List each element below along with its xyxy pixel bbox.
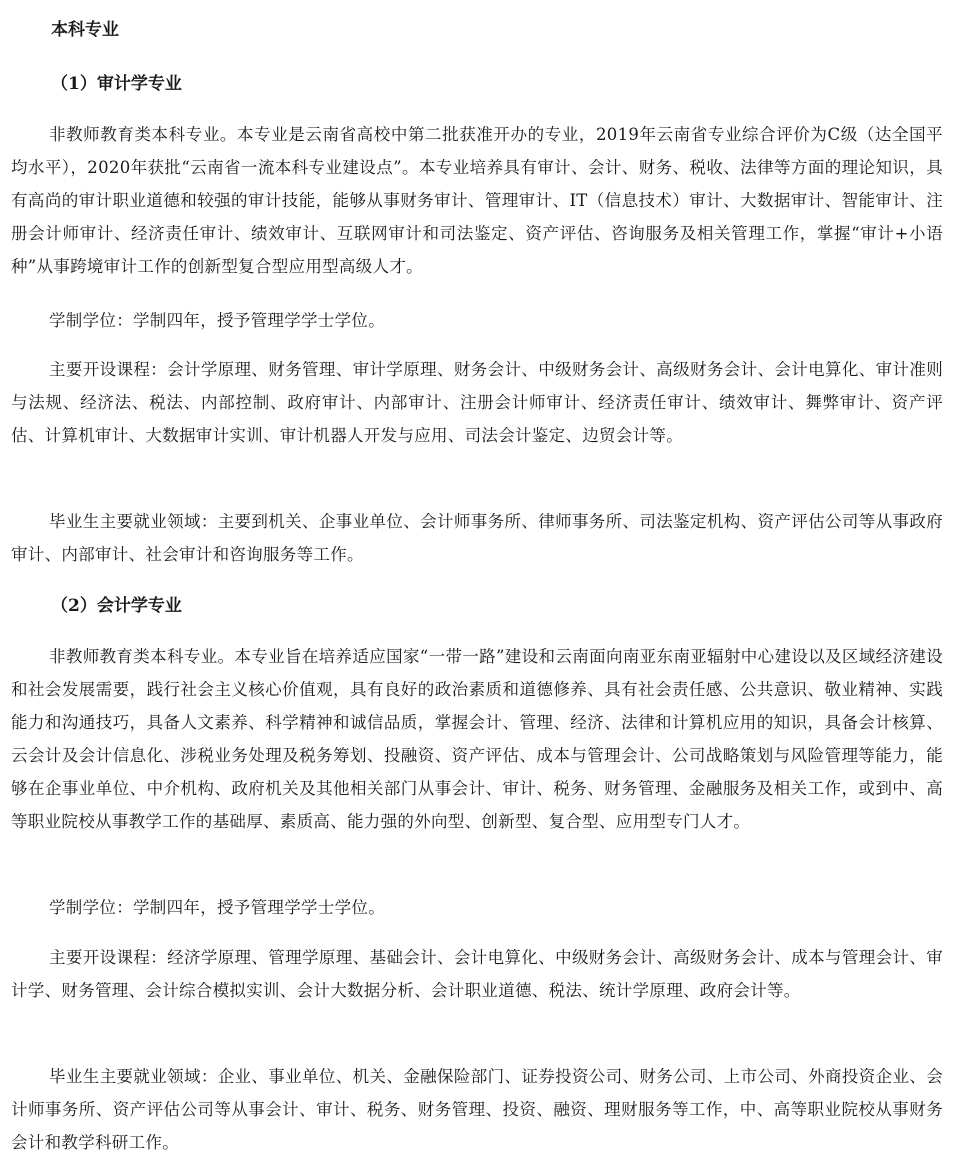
section-heading-audit: （1）审计学专业 <box>51 74 182 94</box>
page-title: 本科专业 <box>51 20 119 40</box>
section-heading-accounting: （2）会计学专业 <box>51 596 182 616</box>
audit-intro-paragraph: 非教师教育类本科专业。本专业是云南省高校中第二批获准开办的专业，2019年云南省专业综合评价为C级（达全国平均水平），2020年获批“云南省一流本科专业建设点”。本专业培养具有审计、会计、财务、税收、法律等方面的理论知识，具有高尚的审计职业道德和较强的审计技能，能够从事财务审计、管理审计、IT（信息技术）审计、大数据审计、智能审计、注册会计师审计、经济责任审计、绩效审计、互联网审计和司法鉴定、资产评估、咨询服务及相关管理工作，掌握“审计+小语种”从事跨境审计工作的创新型复合型应用型高级人才。 <box>11 125 943 276</box>
accounting-employment-paragraph: 毕业生主要就业领域：企业、事业单位、机关、金融保险部门、证券投资公司、财务公司、上市公司、外商投资企业、会计师事务所、资产评估公司等从事会计、审计、税务、财务管理、投资、融资、理财服务等工作，中、高等职业院校从事财务会计和教学科研工作。 <box>11 1067 943 1152</box>
audit-degree-paragraph: 学制学位：学制四年，授予管理学学士学位。 <box>49 311 385 330</box>
accounting-degree-paragraph: 学制学位：学制四年，授予管理学学士学位。 <box>49 898 385 917</box>
accounting-intro-paragraph: 非教师教育类本科专业。本专业旨在培养适应国家“一带一路”建设和云南面向南亚东南亚辐射中心建设以及区域经济建设和社会发展需要，践行社会主义核心价值观，具有良好的政治素质和道德修养、具有社会责任感、公共意识、敬业精神、实践能力和沟通技巧，具备人文素养、科学精神和诚信品质，掌握会计、管理、经济、法律和计算机应用的知识，具备会计核算、云会计及会计信息化、涉税业务处理及税务筹划、投融资、资产评估、成本与管理会计、公司战略策划与风险管理等能力，能够在企事业单位、中介机构、政府机关及其他相关部门从事会计、审计、税务、财务管理、金融服务及相关工作，或到中、高等职业院校从事教学工作的基础厚、素质高、能力强的外向型、创新型、复合型、应用型专门人才。 <box>11 647 943 831</box>
audit-employment-paragraph: 毕业生主要就业领域：主要到机关、企事业单位、会计师事务所、律师事务所、司法鉴定机构、资产评估公司等从事政府审计、内部审计、社会审计和咨询服务等工作。 <box>11 512 943 564</box>
audit-courses-paragraph: 主要开设课程：会计学原理、财务管理、审计学原理、财务会计、中级财务会计、高级财务会计、会计电算化、审计准则与法规、经济法、税法、内部控制、政府审计、内部审计、注册会计师审计、经济责任审计、绩效审计、舞弊审计、资产评估、计算机审计、大数据审计实训、审计机器人开发与应用、司法会计鉴定、边贸会计等。 <box>11 360 943 445</box>
accounting-courses-paragraph: 主要开设课程：经济学原理、管理学原理、基础会计、会计电算化、中级财务会计、高级财务会计、成本与管理会计、审计学、财务管理、会计综合模拟实训、会计大数据分析、会计职业道德、税法、统计学原理、政府会计等。 <box>11 948 943 1000</box>
